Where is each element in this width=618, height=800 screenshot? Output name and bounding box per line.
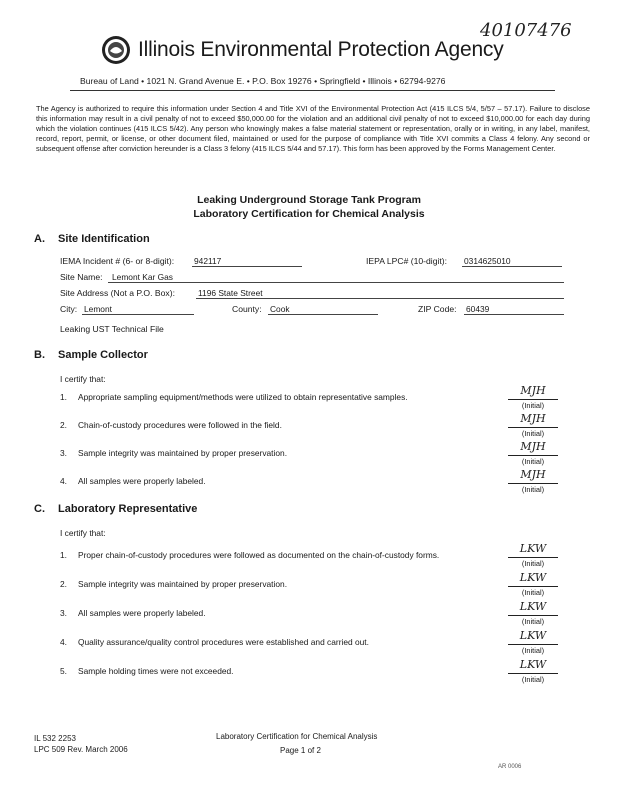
county-value[interactable]: Cook xyxy=(270,304,290,314)
collector-initial-mark[interactable]: MJH xyxy=(520,468,546,481)
incident-number-label: IEMA Incident # (6- or 8-digit): xyxy=(60,256,175,266)
collector-item-number: 3. xyxy=(60,448,67,458)
illinois-epa-seal-icon xyxy=(100,34,132,66)
collector-item-text: Sample integrity was maintained by proper preservation. xyxy=(78,448,288,458)
section-b-certify: I certify that: xyxy=(60,374,106,384)
collector-item-number: 1. xyxy=(60,392,67,402)
incident-number-underline xyxy=(192,266,302,267)
lpc-number-value[interactable]: 0314625010 xyxy=(464,256,511,266)
incident-number-value[interactable]: 942117 xyxy=(194,256,222,266)
footer-page-number: Page 1 of 2 xyxy=(280,746,321,755)
footer-form-title: Laboratory Certification for Chemical Analysis xyxy=(216,732,378,741)
section-a-heading xyxy=(34,233,150,245)
lab-rep-initial-label: (Initial) xyxy=(508,644,558,655)
section-c-certify: I certify that: xyxy=(60,528,106,538)
collector-initial-label: (Initial) xyxy=(508,455,558,466)
collector-initial-label: (Initial) xyxy=(508,427,558,438)
collector-initial-mark[interactable]: MJH xyxy=(520,384,546,397)
lpc-number-label: IEPA LPC# (10-digit): xyxy=(366,256,448,266)
handwritten-document-id: 40107476 xyxy=(480,20,572,41)
header-divider xyxy=(70,90,555,91)
section-b-title: Sample Collector xyxy=(58,349,148,361)
footer-form-code: IL 532 2253 xyxy=(34,734,76,743)
collector-item-text: Chain-of-custody procedures were followed in the field. xyxy=(78,420,282,430)
section-b-letter: B. xyxy=(34,349,45,361)
site-name-label: Site Name: xyxy=(60,272,103,282)
collector-item-number: 2. xyxy=(60,420,67,430)
collector-initial-label: (Initial) xyxy=(508,399,558,410)
site-name-underline xyxy=(108,282,564,283)
footer-revision: LPC 509 Rev. March 2006 xyxy=(34,745,128,754)
agency-title: Illinois Environmental Protection Agency xyxy=(138,38,504,61)
program-title: Leaking Underground Storage Tank Program xyxy=(197,194,421,206)
collector-item-number: 4. xyxy=(60,476,67,486)
section-a-letter: A. xyxy=(34,233,45,245)
section-c-letter: C. xyxy=(34,503,45,515)
lab-rep-item-text: Sample holding times were not exceeded. xyxy=(78,666,234,676)
section-b-heading xyxy=(34,349,148,361)
lab-rep-item-text: All samples were properly labeled. xyxy=(78,608,206,618)
lab-rep-item-number: 2. xyxy=(60,579,67,589)
lab-rep-item-number: 3. xyxy=(60,608,67,618)
collector-initial-mark[interactable]: MJH xyxy=(520,440,546,453)
city-value[interactable]: Lemont xyxy=(84,304,112,314)
lab-rep-item-text: Sample integrity was maintained by proper preservation. xyxy=(78,579,288,589)
lab-rep-item-text: Quality assurance/quality control procedures were established and carried out. xyxy=(78,637,369,647)
legal-notice: The Agency is authorized to require this information under Section 4 and Title XVI of the Environmental Protection Act (415 ILCS 5/4, 5/57 – 57.17). Failure to disclose this information may result in a civil penalty of not to exceed $50,000.00 for the violation and an additional civil penalty of not to exceed $10,000.00 for each day during which the violation continues (415 ILCS 5/42). Any person who knowingly makes a false material statement or representation, orally or in writing, in any label, manifest, record, report, permit, or license, or other document filed, maintained or used for the purpose of compliance with Title XVI commits a Class 4 felony. Any second or subsequent offense after conviction hereunder is a Class 3 felony (415 ILCS 5/44 and 57.17). This form has been approved by the Forms Management Center. xyxy=(36,104,590,153)
collector-initial-mark[interactable]: MJH xyxy=(520,412,546,425)
section-c-title: Laboratory Representative xyxy=(58,503,198,515)
section-a-title: Site Identification xyxy=(58,233,150,245)
zip-code-label: ZIP Code: xyxy=(418,304,457,314)
lab-rep-item-number: 5. xyxy=(60,666,67,676)
site-address-value[interactable]: 1196 State Street xyxy=(198,288,263,298)
collector-item-text: All samples were properly labeled. xyxy=(78,476,206,486)
lab-rep-item-number: 1. xyxy=(60,550,67,560)
site-address-underline xyxy=(196,298,564,299)
lab-rep-initial-mark[interactable]: LKW xyxy=(519,629,547,642)
lpc-number-underline xyxy=(462,266,562,267)
zip-code-value[interactable]: 60439 xyxy=(466,304,490,314)
lab-rep-initial-mark[interactable]: LKW xyxy=(519,571,547,584)
lab-rep-initial-label: (Initial) xyxy=(508,673,558,684)
site-address-label: Site Address (Not a P.O. Box): xyxy=(60,288,175,298)
county-underline xyxy=(268,314,378,315)
lab-rep-initial-mark[interactable]: LKW xyxy=(519,600,547,613)
collector-item-text: Appropriate sampling equipment/methods were utilized to obtain representative samples. xyxy=(78,392,408,402)
section-c-heading xyxy=(34,503,197,515)
site-name-value[interactable]: Lemont Kar Gas xyxy=(112,272,173,282)
zip-code-underline xyxy=(464,314,564,315)
form-title: Laboratory Certification for Chemical Analysis xyxy=(193,208,425,220)
lab-rep-item-number: 4. xyxy=(60,637,67,647)
lab-rep-initial-label: (Initial) xyxy=(508,557,558,568)
lab-rep-initial-label: (Initial) xyxy=(508,615,558,626)
lab-rep-initial-mark[interactable]: LKW xyxy=(519,542,547,555)
lab-rep-item-text: Proper chain-of-custody procedures were followed as documented on the chain-of-custody forms. xyxy=(78,550,440,560)
footer-stamp: AR 0006 xyxy=(498,764,522,770)
technical-file-note: Leaking UST Technical File xyxy=(60,324,164,334)
collector-initial-label: (Initial) xyxy=(508,483,558,494)
county-label: County: xyxy=(232,304,262,314)
lab-rep-initial-label: (Initial) xyxy=(508,586,558,597)
lab-rep-initial-mark[interactable]: LKW xyxy=(519,658,547,671)
city-label: City: xyxy=(60,304,78,314)
city-underline xyxy=(82,314,194,315)
agency-address-line: Bureau of Land • 1021 N. Grand Avenue E. • P.O. Box 19276 • Springfield • Illinois • 62794-9276 xyxy=(80,76,446,86)
